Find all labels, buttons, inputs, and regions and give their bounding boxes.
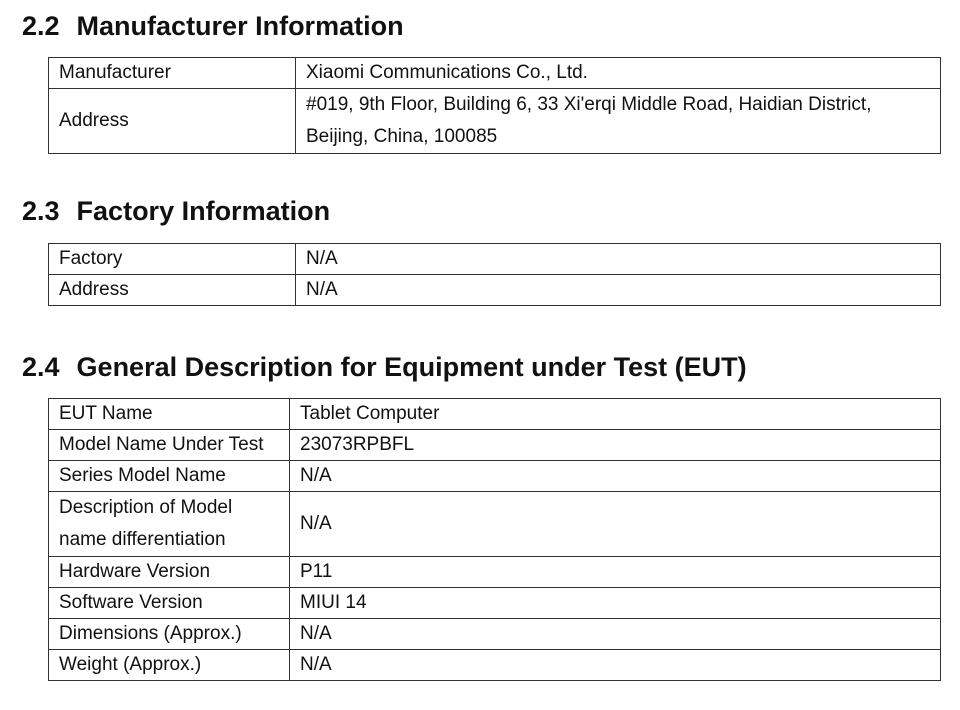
eut-table — [48, 398, 941, 681]
section-number: 2.4 — [22, 352, 60, 382]
table-row — [49, 650, 941, 681]
row-value: N/A — [290, 619, 941, 650]
section-title: General Description for Equipment under Test (EUT) — [76, 352, 747, 382]
row-label: Weight (Approx.) — [49, 650, 290, 681]
row-label: Description of Model name differentiation — [49, 492, 290, 557]
section-heading-eut — [22, 354, 747, 381]
row-label: Software Version — [49, 588, 290, 619]
row-label: Factory — [49, 244, 296, 275]
table-row — [49, 461, 941, 492]
row-label: Dimensions (Approx.) — [49, 619, 290, 650]
row-value: N/A — [290, 461, 941, 492]
row-label: EUT Name — [49, 399, 290, 430]
table-row — [49, 619, 941, 650]
row-label: Manufacturer — [49, 58, 296, 89]
table-row — [49, 588, 941, 619]
row-label: Hardware Version — [49, 557, 290, 588]
section-heading-factory — [22, 198, 330, 225]
table-row — [49, 58, 941, 89]
section-title: Manufacturer Information — [76, 11, 404, 41]
row-value: Tablet Computer — [290, 399, 941, 430]
table-row — [49, 244, 941, 275]
row-value: Xiaomi Communications Co., Ltd. — [296, 58, 941, 89]
section-number: 2.3 — [22, 196, 60, 226]
section-title: Factory Information — [76, 196, 331, 226]
table-row — [49, 557, 941, 588]
table-row — [49, 399, 941, 430]
row-value: 23073RPBFL — [290, 430, 941, 461]
table-row — [49, 275, 941, 306]
row-value: N/A — [296, 275, 941, 306]
table-row — [49, 89, 941, 154]
row-label: Model Name Under Test — [49, 430, 290, 461]
section-number: 2.2 — [22, 11, 60, 41]
row-value: N/A — [290, 650, 941, 681]
manufacturer-table — [48, 57, 941, 154]
row-value: N/A — [290, 492, 941, 557]
row-value: N/A — [296, 244, 941, 275]
row-value: P11 — [290, 557, 941, 588]
row-label: Address — [49, 275, 296, 306]
factory-table — [48, 243, 941, 306]
table-row — [49, 430, 941, 461]
row-value: #019, 9th Floor, Building 6, 33 Xi'erqi Middle Road, Haidian District, Beijing, China, 100085 — [296, 89, 941, 154]
row-value: MIUI 14 — [290, 588, 941, 619]
section-heading-manufacturer — [22, 13, 404, 40]
row-label: Address — [49, 89, 296, 154]
row-label: Series Model Name — [49, 461, 290, 492]
table-row — [49, 492, 941, 557]
